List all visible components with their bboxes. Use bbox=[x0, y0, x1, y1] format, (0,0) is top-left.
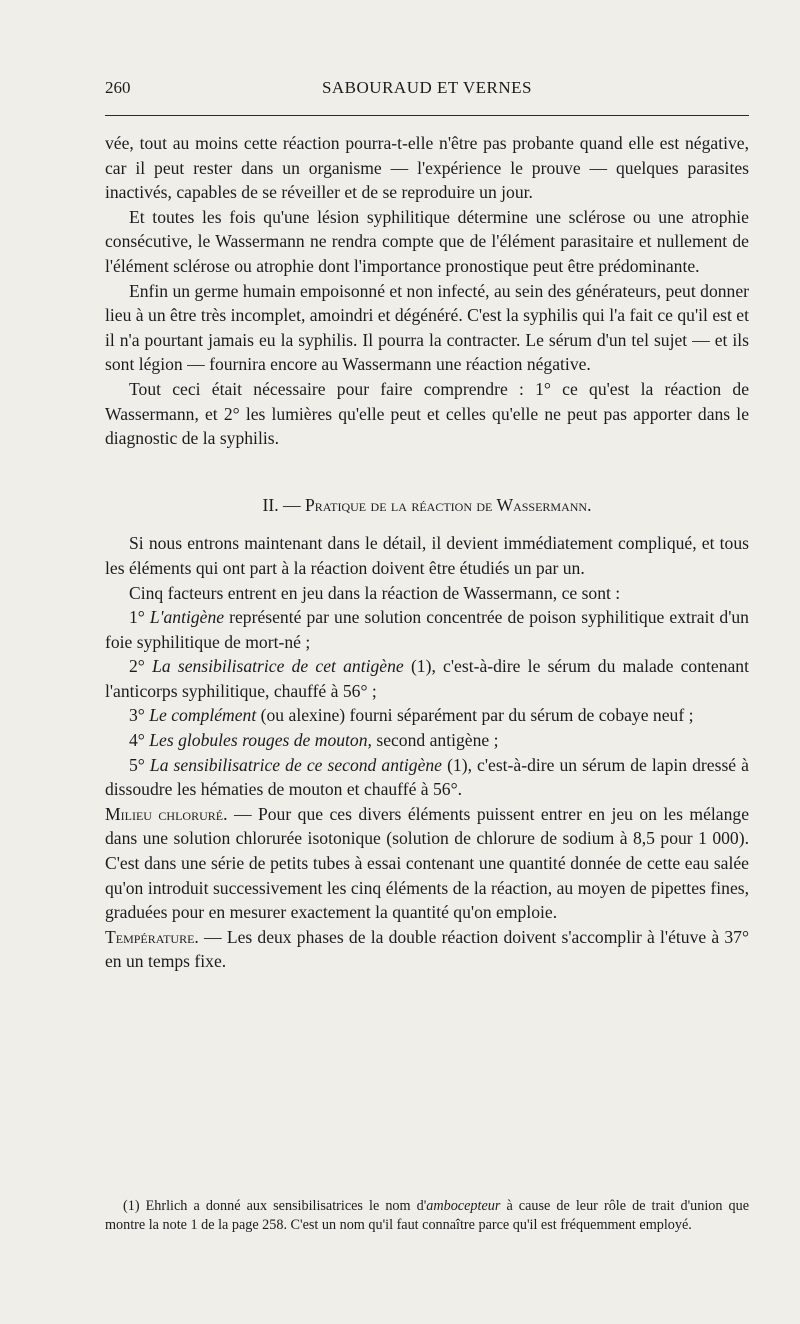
milieu-label: Milieu chloruré. bbox=[105, 803, 228, 824]
footnote-text-after: à cause de leur rôle de trait d'union que montre la note 1 de la page 258. C'est un nom qu'il faut connaître parce qu'il est fréquemment employé. bbox=[105, 1198, 750, 1233]
milieu-paragraph bbox=[105, 802, 749, 925]
list-item-term: La sensibilisatrice de cet antigène bbox=[152, 656, 404, 677]
footnote-term: ambocepteur bbox=[426, 1198, 501, 1214]
list-item-3 bbox=[105, 703, 749, 728]
footnote-marker: (1) bbox=[123, 1198, 140, 1214]
temperature-paragraph bbox=[105, 925, 749, 974]
list-item-1 bbox=[105, 605, 749, 654]
paragraph-1: vée, tout au moins cette réaction pourra-t-elle n'être pas probante quand elle est négative, car il peut rester dans un organisme — l'expérience le prouve — quelques parasites inactivés, capables de se réveiller et de se reproduire un jour. bbox=[105, 133, 749, 203]
paragraph-5: Si nous entrons maintenant dans le détail, il devient immédiatement compliqué, et tous les éléments qui ont part à la réaction doivent être étudiés un par un. bbox=[105, 533, 749, 578]
list-item-5 bbox=[105, 753, 749, 802]
paragraph-3: Enfin un germe humain empoisonné et non infecté, au sein des générateurs, peut donner lieu à un être très incomplet, amoindri et dégénéré. C'est la syphilis qui l'a fait ce qu'il est et il n'a pourtant jamais eu la syphilis. Il pourra la contracter. Le sérum d'un tel sujet — et ils sont légion — fournira encore au Wassermann une réaction négative. bbox=[105, 280, 749, 375]
list-item-text: (ou alexine) fourni séparément par du sérum de cobaye neuf ; bbox=[260, 705, 694, 726]
list-item-number: 2° bbox=[129, 656, 145, 677]
list-item-text: (1), c'est-à-dire le sérum du malade contenant l'anticorps syphilitique, chauffé à 56° ; bbox=[105, 656, 749, 701]
paragraph-6: Cinq facteurs entrent en jeu dans la réaction de Wassermann, ce sont : bbox=[129, 582, 621, 603]
list-item-text: (1), c'est-à-dire un sérum de lapin dressé à dissoudre les hématies de mouton et chauffé à 56°. bbox=[105, 754, 749, 800]
footnote-1 bbox=[105, 1197, 749, 1234]
list-item-number: 3° bbox=[129, 705, 145, 726]
paragraph-2: Et toutes les fois qu'une lésion syphilitique détermine une sclérose ou une atrophie consécutive, le Wassermann ne rendra compte que de l'élément parasitaire et nullement de l'élément sclérose ou atrophie dont l'importance pronostique peut être prédominante. bbox=[105, 206, 749, 276]
list-item-term: Le complément bbox=[149, 705, 257, 726]
footnote-text-before: Ehrlich a donné aux sensibilisatrices le nom d' bbox=[145, 1198, 427, 1214]
list-item-number: 4° bbox=[129, 730, 145, 751]
page-number: 260 bbox=[105, 78, 131, 97]
list-item-number: 1° bbox=[129, 607, 145, 628]
body-text bbox=[105, 131, 749, 974]
section-heading: II. — Pratique de la réaction de Wassermann. bbox=[262, 494, 592, 515]
milieu-text: — Pour que ces divers éléments puissent entrer en jeu on les mélange dans une solution chlorurée isotonique (solution de chlorure de sodium à 8,5 pour 1 000). C'est dans une série de petits tubes à essai contenant une quantité donnée de cette eau salée qu'on introduit successivement les cinq éléments de la réaction, au moyen de pipettes fines, graduées pour en mesurer exactement la quantité qu'on emploie. bbox=[105, 803, 750, 923]
list-item-term: Les globules rouges de mouton, bbox=[149, 730, 372, 751]
list-item-text: représenté par une solution concentrée de poison syphilitique extrait d'un foie syphilitique de mort-né ; bbox=[105, 607, 749, 652]
list-item-number: 5° bbox=[129, 754, 145, 775]
list-item-4 bbox=[105, 728, 749, 753]
temperature-text: — Les deux phases de la double réaction doivent s'accomplir à l'étuve à 37° en un temps fixe. bbox=[105, 926, 749, 972]
list-item-text: second antigène ; bbox=[376, 730, 499, 751]
list-item-2 bbox=[105, 654, 749, 703]
footnotes bbox=[105, 1197, 749, 1234]
list-item-term: L'antigène bbox=[149, 607, 225, 628]
header-rule bbox=[105, 115, 749, 116]
list-item-term: La sensibilisatrice de ce second antigène bbox=[149, 754, 442, 775]
running-head: SABOURAUD ET VERNES bbox=[321, 78, 533, 97]
paragraph-4: Tout ceci était nécessaire pour faire comprendre : 1° ce qu'est la réaction de Wassermann, et 2° les lumières qu'elle peut et celles qu'elle ne peut pas apporter dans le diagnostic de la syphilis. bbox=[105, 378, 749, 449]
temperature-label: Température. bbox=[105, 926, 199, 947]
